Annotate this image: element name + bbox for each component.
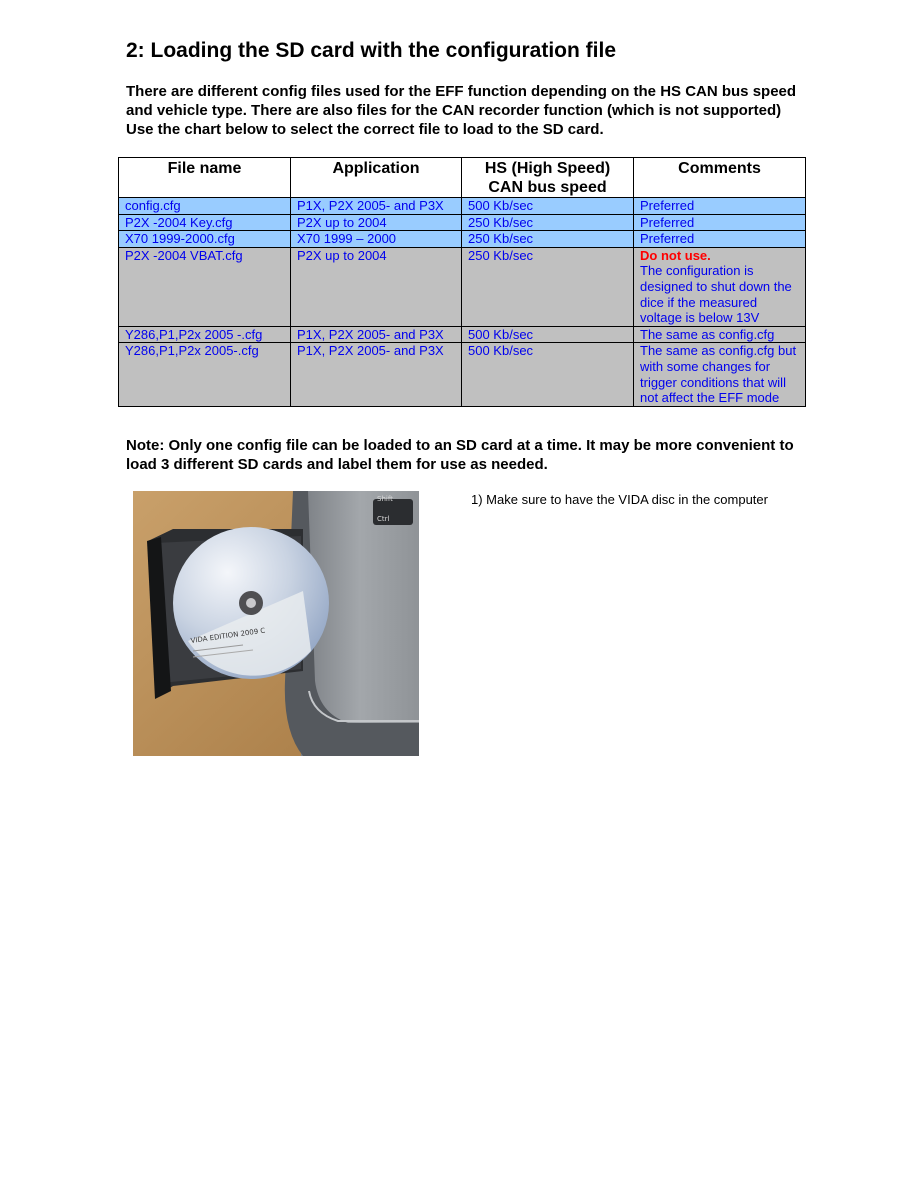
config-file-table <box>118 157 806 407</box>
header-can-bus-speed: HS (High Speed) CAN bus speed <box>462 158 634 198</box>
vida-disc-photo <box>133 491 419 756</box>
header-comments: Comments <box>634 158 806 198</box>
svg-text:Shift: Shift <box>377 495 393 503</box>
cell-comment: Preferred <box>634 231 806 248</box>
cell-speed: 250 Kb/sec <box>462 247 634 326</box>
table-row <box>119 343 806 406</box>
cell-file-name: X70 1999-2000.cfg <box>119 231 291 248</box>
cell-speed: 500 Kb/sec <box>462 326 634 343</box>
cell-comment: Preferred <box>634 198 806 215</box>
cell-speed: 250 Kb/sec <box>462 231 634 248</box>
intro-paragraph: There are different config files used for the EFF function depending on the HS CAN bus speed and vehicle type. There are also files for the CAN recorder function (which is not supported) Use the chart below to select the correct file to load to the SD card. <box>126 83 797 138</box>
cell-comment: The same as config.cfg <box>634 326 806 343</box>
step-instruction: 1) Make sure to have the VIDA disc in the computer <box>471 492 768 507</box>
cell-file-name: config.cfg <box>119 198 291 215</box>
table-row <box>119 247 806 326</box>
cell-application: P2X up to 2004 <box>291 214 462 231</box>
cell-speed: 250 Kb/sec <box>462 214 634 231</box>
table-row <box>119 231 806 248</box>
cell-speed: 500 Kb/sec <box>462 343 634 406</box>
table-row <box>119 326 806 343</box>
cell-application: P1X, P2X 2005- and P3X <box>291 198 462 215</box>
page-title: 2: Loading the SD card with the configuration file <box>126 39 617 62</box>
cell-application: P2X up to 2004 <box>291 247 462 326</box>
cell-application: P1X, P2X 2005- and P3X <box>291 326 462 343</box>
cell-speed: 500 Kb/sec <box>462 198 634 215</box>
cell-application: P1X, P2X 2005- and P3X <box>291 343 462 406</box>
header-application: Application <box>291 158 462 198</box>
table-row <box>119 198 806 215</box>
disc-label: VIDA EDITION 2009 C <box>190 626 266 645</box>
svg-text:Ctrl: Ctrl <box>377 515 390 523</box>
cell-comment: The same as config.cfg but with some changes for trigger conditions that will not affect the EFF mode <box>634 343 806 406</box>
header-file-name: File name <box>119 158 291 198</box>
cell-file-name: Y286,P1,P2x 2005-.cfg <box>119 343 291 406</box>
cell-file-name: Y286,P1,P2x 2005 -.cfg <box>119 326 291 343</box>
table-row <box>119 214 806 231</box>
cell-comment: Preferred <box>634 214 806 231</box>
cell-comment-warning <box>634 247 806 326</box>
laptop-dvd-drive-illustration <box>133 491 419 756</box>
do-not-use-warning: Do not use. <box>640 247 711 263</box>
table-header-row <box>119 158 806 198</box>
cell-comment: The configuration is designed to shut down the dice if the measured voltage is below 13V <box>640 263 792 326</box>
note-paragraph: Note: Only one config file can be loaded to an SD card at a time. It may be more convenient to load 3 different SD cards and label them for use as needed. <box>126 437 794 473</box>
cell-file-name: P2X -2004 VBAT.cfg <box>119 247 291 326</box>
cell-application: X70 1999 – 2000 <box>291 231 462 248</box>
cell-file-name: P2X -2004 Key.cfg <box>119 214 291 231</box>
